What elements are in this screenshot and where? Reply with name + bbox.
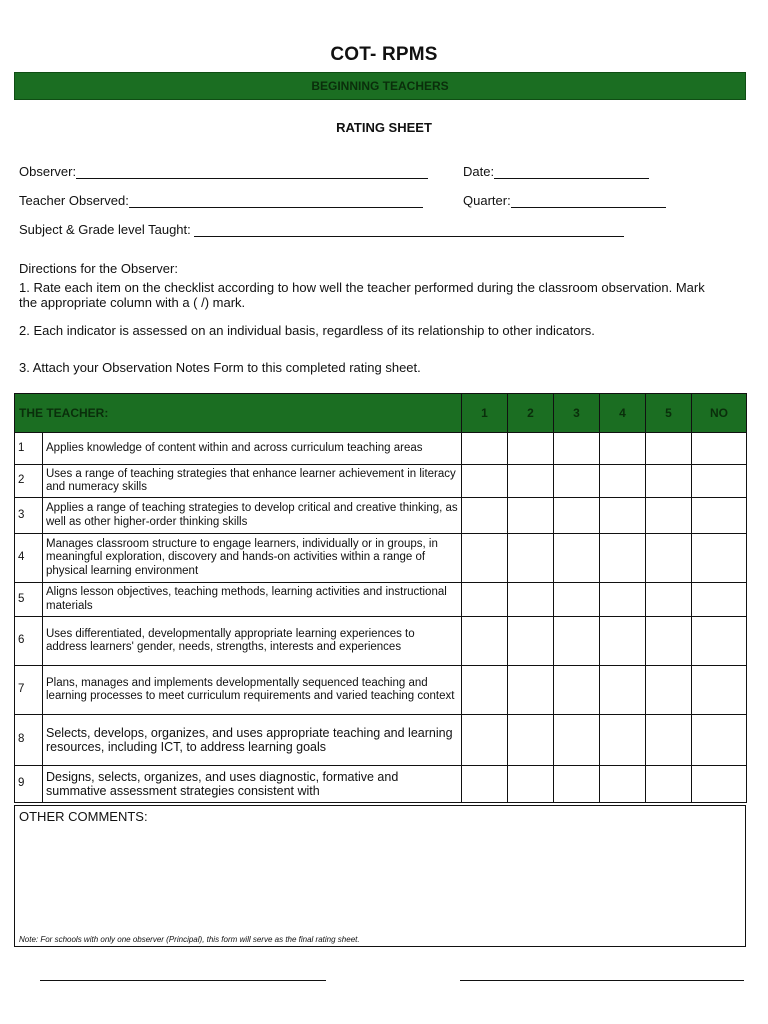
indicator-row [15, 617, 747, 666]
signature-line-right[interactable] [460, 980, 744, 981]
indicator-number: 7 [15, 666, 43, 715]
indicator-text: Applies a range of teaching strategies to develop critical and creative thinking, as well as other higher-order thinking skills [43, 498, 462, 534]
rating-cell[interactable] [646, 715, 692, 766]
rating-cell[interactable] [646, 766, 692, 803]
the-teacher-header: THE TEACHER: [15, 394, 462, 433]
form-title: COT- RPMS [330, 44, 438, 65]
indicator-row [15, 766, 747, 803]
rating-column-4: 4 [600, 394, 646, 433]
rating-cell[interactable] [600, 666, 646, 715]
indicator-text: Manages classroom structure to engage learners, individually or in groups, in meaningful exploration, discovery and hands-on activities within a range of physical learning environment [43, 534, 462, 583]
indicator-text: Uses a range of teaching strategies that enhance learner achievement in literacy and numeracy skills [43, 465, 462, 498]
other-comments-label: OTHER COMMENTS: [19, 809, 148, 824]
signature-line-left[interactable] [40, 980, 326, 981]
rating-cell[interactable] [462, 534, 508, 583]
indicator-number: 9 [15, 766, 43, 803]
rating-cell[interactable] [692, 715, 747, 766]
rating-cell[interactable] [554, 534, 600, 583]
rating-cell[interactable] [600, 715, 646, 766]
indicator-text: Selects, develops, organizes, and uses appropriate teaching and learning resources, including ICT, to address learning goals [43, 715, 462, 766]
quarter-field[interactable] [463, 193, 666, 208]
rating-cell[interactable] [692, 534, 747, 583]
rating-cell[interactable] [462, 583, 508, 617]
directions-heading: Directions for the Observer: [19, 261, 178, 276]
rating-cell[interactable] [462, 666, 508, 715]
indicator-number: 8 [15, 715, 43, 766]
subject-grade-field[interactable] [19, 222, 624, 237]
rating-column-3: 3 [554, 394, 600, 433]
rating-cell[interactable] [508, 766, 554, 803]
rating-cell[interactable] [600, 498, 646, 534]
indicator-text: Uses differentiated, developmentally appropriate learning experiences to address learners' gender, needs, strengths, interests and experiences [43, 617, 462, 666]
direction-item-3: 3. Attach your Observation Notes Form to this completed rating sheet. [19, 360, 421, 375]
rating-cell[interactable] [462, 433, 508, 465]
indicator-text: Plans, manages and implements developmentally sequenced teaching and learning processes to meet curriculum requirements and varied teaching context [43, 666, 462, 715]
rating-cell[interactable] [692, 617, 747, 666]
rating-cell[interactable] [692, 766, 747, 803]
indicator-number: 6 [15, 617, 43, 666]
rating-cell[interactable] [554, 498, 600, 534]
rating-sheet-heading: RATING SHEET [336, 120, 432, 135]
teacher-observed-label: Teacher Observed: [19, 193, 129, 208]
rating-cell[interactable] [692, 433, 747, 465]
rating-column-2: 2 [508, 394, 554, 433]
subject-grade-line[interactable] [194, 223, 624, 237]
rating-cell[interactable] [600, 433, 646, 465]
indicator-row [15, 666, 747, 715]
rating-cell[interactable] [554, 617, 600, 666]
rating-cell[interactable] [692, 666, 747, 715]
rating-cell[interactable] [554, 666, 600, 715]
rating-cell[interactable] [554, 465, 600, 498]
indicator-number: 3 [15, 498, 43, 534]
rating-cell[interactable] [692, 498, 747, 534]
indicator-number: 1 [15, 433, 43, 465]
rating-cell[interactable] [462, 498, 508, 534]
rating-cell[interactable] [554, 433, 600, 465]
rating-cell[interactable] [646, 433, 692, 465]
observer-line[interactable] [76, 165, 428, 179]
rating-cell[interactable] [692, 583, 747, 617]
rating-cell[interactable] [646, 666, 692, 715]
rating-cell[interactable] [508, 617, 554, 666]
rating-cell[interactable] [646, 498, 692, 534]
direction-item-2: 2. Each indicator is assessed on an individual basis, regardless of its relationship to other indicators. [19, 323, 595, 338]
rating-header-row [15, 394, 747, 433]
rating-cell[interactable] [600, 465, 646, 498]
rating-cell[interactable] [646, 617, 692, 666]
rating-cell[interactable] [462, 465, 508, 498]
indicator-row [15, 715, 747, 766]
rating-cell[interactable] [646, 534, 692, 583]
rating-cell[interactable] [554, 766, 600, 803]
rating-column-no: NO [692, 394, 747, 433]
rating-cell[interactable] [508, 583, 554, 617]
rating-cell[interactable] [646, 583, 692, 617]
direction-item-1: 1. Rate each item on the checklist according to how well the teacher performed during the classroom observation. Mark the appropriate column with a ( /) mark. [19, 280, 705, 310]
rating-cell[interactable] [508, 498, 554, 534]
beginning-teachers-banner: BEGINNING TEACHERS [14, 72, 746, 100]
indicator-row [15, 498, 747, 534]
indicator-text: Applies knowledge of content within and across curriculum teaching areas [43, 433, 462, 465]
indicator-row [15, 433, 747, 465]
rating-cell[interactable] [462, 766, 508, 803]
rating-table [14, 393, 747, 803]
rating-cell[interactable] [554, 583, 600, 617]
rating-cell[interactable] [692, 465, 747, 498]
rating-cell[interactable] [600, 583, 646, 617]
rating-cell[interactable] [462, 617, 508, 666]
rating-cell[interactable] [508, 715, 554, 766]
rating-cell[interactable] [508, 465, 554, 498]
rating-cell[interactable] [508, 666, 554, 715]
rating-cell[interactable] [600, 617, 646, 666]
observer-field[interactable] [19, 164, 428, 179]
date-label: Date: [463, 164, 495, 179]
rating-column-5: 5 [646, 394, 692, 433]
rating-cell[interactable] [646, 465, 692, 498]
quarter-label: Quarter: [463, 193, 511, 208]
date-field[interactable] [463, 164, 649, 179]
teacher-observed-field[interactable] [19, 193, 423, 208]
rating-cell[interactable] [600, 534, 646, 583]
indicator-number: 2 [15, 465, 43, 498]
indicator-row [15, 534, 747, 583]
rating-cell[interactable] [508, 534, 554, 583]
quarter-line[interactable] [511, 194, 666, 208]
indicator-text: Aligns lesson objectives, teaching methods, learning activities and instructional materials [43, 583, 462, 617]
teacher-observed-line[interactable] [129, 194, 423, 208]
indicator-row [15, 583, 747, 617]
subject-grade-label: Subject & Grade level Taught: [19, 222, 191, 237]
date-line[interactable] [494, 165, 649, 179]
final-rating-note: Note: For schools with only one observer (Principal), this form will serve as the final rating sheet. [19, 935, 360, 944]
rating-cell[interactable] [554, 715, 600, 766]
indicator-row [15, 465, 747, 498]
rating-cell[interactable] [462, 715, 508, 766]
indicator-number: 5 [15, 583, 43, 617]
rating-cell[interactable] [600, 766, 646, 803]
indicator-number: 4 [15, 534, 43, 583]
indicator-text: Designs, selects, organizes, and uses diagnostic, formative and summative assessment strategies consistent with [43, 766, 462, 803]
observer-label: Observer: [19, 164, 77, 179]
rating-cell[interactable] [508, 433, 554, 465]
rating-column-1: 1 [462, 394, 508, 433]
other-comments-box[interactable] [14, 805, 746, 947]
